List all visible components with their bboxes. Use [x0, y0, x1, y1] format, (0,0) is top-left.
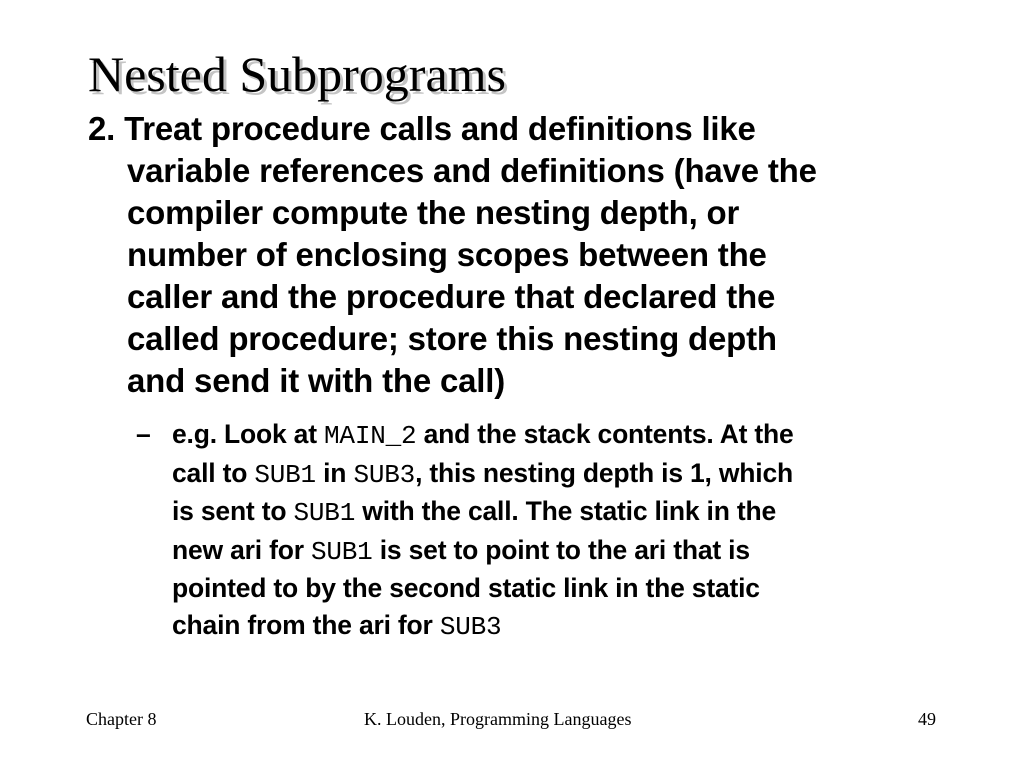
- slide-title: Nested Subprograms: [88, 46, 506, 102]
- text-segment: is sent to: [172, 496, 294, 527]
- main-bullet-line: number of enclosing scopes between the: [127, 236, 767, 273]
- main-bullet-line: 2. Treat procedure calls and definitions like: [88, 110, 756, 147]
- text-segment: e.g. Look at: [172, 419, 325, 449]
- text-segment: is set to point to the ari that is: [372, 534, 750, 565]
- sub-bullet-line: [172, 416, 794, 455]
- main-bullet-line: and send it with the call): [127, 362, 506, 399]
- main-bullet-line: compiler compute the nesting depth, or: [127, 194, 740, 231]
- code-sub1: SUB1: [293, 498, 356, 529]
- code-sub3: SUB3: [439, 611, 502, 642]
- sub-bullet-line: [172, 455, 794, 494]
- main-bullet-line: called procedure; store this nesting depth: [127, 320, 777, 357]
- code-sub1: SUB1: [310, 536, 373, 567]
- footer-course: K. Louden, Programming Languages: [364, 709, 632, 729]
- sub-bullet-line: [172, 532, 794, 571]
- text-segment: with the call. The static link in the: [355, 496, 777, 527]
- text-segment: call to: [172, 457, 255, 488]
- text-segment: , this nesting depth is 1, which: [415, 457, 793, 488]
- code-sub3: SUB3: [353, 459, 416, 490]
- text-segment: and the stack contents. At the: [416, 419, 794, 449]
- footer-chapter: Chapter 8: [86, 709, 157, 729]
- main-bullet-line: variable references and definitions (have the: [127, 152, 817, 189]
- sub-bullet-line: [172, 607, 794, 646]
- sub-bullet-line: pointed to by the second static link in the static: [172, 573, 760, 604]
- code-sub1: SUB1: [254, 459, 316, 490]
- text-segment: new ari for: [172, 534, 311, 565]
- text-segment: chain from the ari for: [172, 609, 440, 640]
- text-segment: in: [315, 457, 354, 488]
- main-bullet: [88, 108, 988, 402]
- footer-page-number: 49: [918, 709, 936, 729]
- sub-bullet-text: [172, 416, 794, 646]
- main-bullet-line: caller and the procedure that declared the: [127, 278, 776, 315]
- sub-bullet-dash: –: [136, 419, 151, 449]
- sub-bullet-line: [172, 493, 794, 532]
- code-main-2: MAIN_2: [324, 421, 417, 451]
